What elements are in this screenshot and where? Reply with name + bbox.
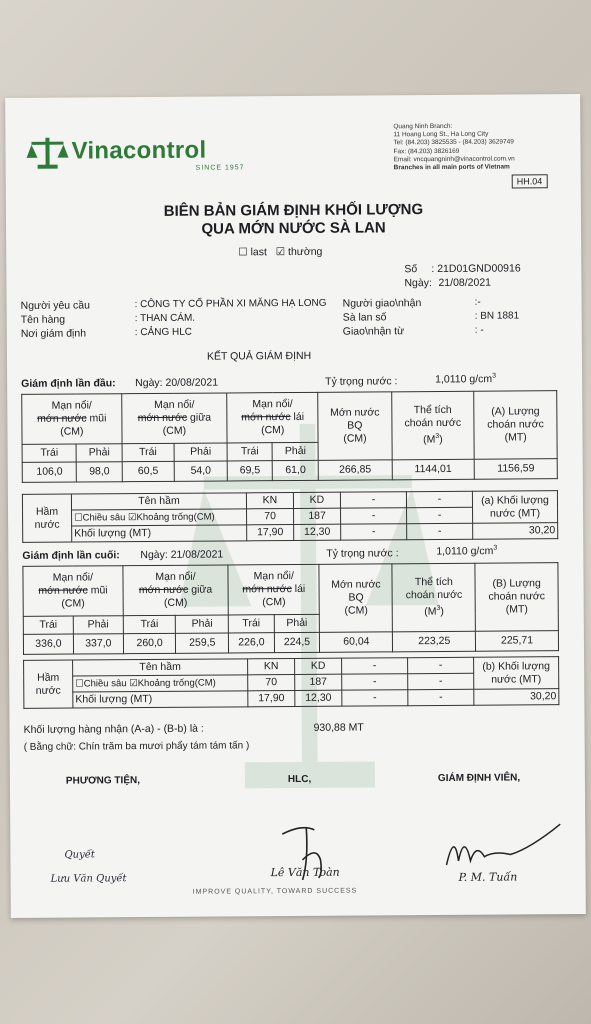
- branch-line: Fax: (84.203) 3826169: [393, 147, 460, 155]
- location-label: Nơi giám định: [20, 327, 87, 340]
- sig-heading-inspector: GIÁM ĐỊNH VIÊN,: [437, 772, 521, 785]
- water-a-head: [472, 491, 557, 524]
- first-inspection-date: Ngày: 20/08/2021: [135, 376, 219, 390]
- title-line-2: QUA MỚN NƯỚC SÀ LAN: [201, 219, 386, 238]
- h-text: giữa: [188, 583, 213, 596]
- h-sup: 3: [436, 605, 441, 613]
- doc-date-value: 21/08/2021: [438, 276, 492, 289]
- cell: 17,90: [248, 691, 295, 707]
- sig-vessel-name-1: Quyết: [64, 849, 95, 861]
- head-bq: [319, 564, 393, 633]
- head-volume: [391, 391, 474, 460]
- barge-label: Sà lan số: [342, 311, 387, 324]
- cell: 54,0: [174, 461, 227, 481]
- h-text: (M: [423, 433, 436, 446]
- cell: 98,0: [77, 462, 122, 482]
- ham-label: [22, 494, 71, 542]
- cell: -: [408, 657, 474, 673]
- sig-vessel-name-2: Lưu Văn Quyết: [50, 873, 127, 885]
- col-trai: Trái: [23, 616, 73, 634]
- cell: 12,30: [294, 524, 341, 540]
- doc-date-label: Ngày:: [404, 277, 432, 290]
- branch-line: 11 Hoang Long St., Ha Long City: [393, 130, 489, 139]
- cell: -: [341, 524, 407, 540]
- h-text: giữa: [187, 411, 212, 424]
- head-giua: [122, 393, 228, 444]
- logo-text: Vinacontrol: [71, 136, 207, 165]
- water-a-value: 30,20: [473, 523, 558, 540]
- mass-label: Khối lượng (MT): [73, 691, 248, 708]
- h-text: (CM): [162, 424, 187, 437]
- h-text: [125, 583, 225, 597]
- last-checkbox[interactable]: ☐: [238, 246, 248, 259]
- head-displacement-a: [474, 391, 557, 460]
- h-text: Mớn nước: [331, 578, 381, 591]
- sig-heading-hlc: HLC,: [287, 773, 312, 786]
- deliverer-label: Người giao\nhận: [342, 297, 422, 310]
- thuong-label: thường: [287, 245, 323, 259]
- h-text: BQ: [347, 419, 363, 432]
- h-text: (CM): [163, 596, 188, 609]
- h-text: mũi: [87, 584, 108, 597]
- logo-since: SINCE 1957: [195, 164, 245, 172]
- h-text: (B) Lượng: [492, 577, 541, 590]
- h-text: nước: [35, 684, 61, 697]
- h-strike: mớn nước: [137, 411, 188, 425]
- h-text: (MT): [505, 603, 528, 616]
- h-text: ): [440, 605, 444, 618]
- inspection-document: [5, 94, 586, 918]
- deliverer-value: :-: [474, 296, 481, 308]
- h-text: (CM): [61, 597, 85, 610]
- h-strike: mớn nước: [138, 583, 189, 597]
- h-text: mũi: [86, 412, 107, 425]
- barge-value: : BN 1881: [474, 310, 520, 322]
- col-phai: Phải: [176, 615, 229, 633]
- last-label: last: [250, 246, 267, 259]
- h-text: [24, 412, 119, 426]
- h-strike: mớn nước: [37, 412, 87, 425]
- h-text: choán nước: [488, 590, 546, 603]
- h-text: nước: [34, 518, 60, 531]
- h-text: ): [439, 433, 443, 446]
- cell: 223,25: [393, 631, 476, 652]
- h-text: Thể tích: [414, 576, 453, 589]
- col-phai: Phải: [73, 616, 123, 634]
- cell: 69,5: [227, 461, 272, 481]
- col-trai: Trái: [122, 443, 174, 461]
- h-text: nước (MT): [489, 506, 541, 520]
- cell: 260,0: [123, 633, 176, 653]
- net-mass-value: 930,88 MT: [313, 721, 364, 734]
- col-phai: Phải: [274, 614, 320, 632]
- col-phai: Phải: [272, 442, 318, 460]
- h-text: nước (MT): [491, 672, 542, 686]
- head-mui: [23, 566, 123, 617]
- hlc-signature-name: Lê Văn Toàn: [270, 865, 340, 880]
- h-text: [229, 411, 315, 425]
- ham-label: [24, 660, 73, 708]
- goods-label: Tên hàng: [20, 313, 66, 326]
- last-density-value: [436, 545, 497, 558]
- form-code: HH.04: [512, 174, 548, 188]
- requester-label: Người yêu cầu: [20, 299, 91, 312]
- h-text: Mớn nước: [330, 406, 380, 419]
- h-strike: mớn nước: [241, 411, 291, 424]
- h-text: Mạn nổi/: [52, 571, 94, 584]
- head-bq: [318, 392, 392, 461]
- cell: 224,5: [274, 632, 320, 652]
- vinacontrol-logo-icon: [25, 134, 69, 170]
- h-text: (a) Khối lượng: [481, 493, 549, 507]
- last-inspection-date: Ngày: 21/08/2021: [140, 548, 224, 562]
- location-value: : CẢNG HLC: [134, 326, 193, 339]
- cell: -: [407, 523, 473, 539]
- branch-line: Branches in all main ports of Vietnam: [393, 163, 510, 172]
- h-text: Mạn nổi/: [253, 570, 294, 583]
- branch-line: Tel: (84.203) 3825535 - (84.203) 3629749: [393, 138, 514, 147]
- report-type-options: [238, 246, 322, 259]
- head-volume: [392, 563, 475, 632]
- cell: 61,0: [272, 460, 318, 480]
- h-text: (A) Lượng: [491, 405, 540, 418]
- col-phai: Phải: [77, 444, 122, 462]
- cell: 187: [295, 674, 342, 690]
- col-trai: Trái: [228, 615, 274, 633]
- col-trai: Trái: [22, 444, 77, 462]
- last-inspection-label: Giám định lần cuối:: [22, 549, 120, 562]
- h-text: (CM): [344, 604, 368, 617]
- cell: 70: [248, 675, 295, 691]
- first-density-number: 1,0110 g/cm: [435, 373, 493, 386]
- h-text: choán nước: [405, 589, 463, 602]
- net-mass-words: ( Bằng chữ: Chín trăm ba mươi phẩy tám tám tấn ): [23, 740, 250, 753]
- title-line-1: BIÊN BẢN GIÁM ĐỊNH KHỐI LƯỢNG: [163, 201, 424, 220]
- h-text: Mạn nổi/: [252, 398, 293, 411]
- kn-head: KN: [248, 659, 295, 675]
- cell: 336,0: [23, 634, 73, 654]
- first-density-label: Tỷ trọng nước :: [325, 375, 398, 388]
- first-draft-table: [21, 390, 558, 483]
- head-lai: [227, 392, 319, 443]
- depth-option: ☐Chiều sâu ☑Khoảng trống(CM): [72, 509, 247, 526]
- last-density-number: 1,0110 g/cm: [436, 545, 494, 558]
- first-density-value: [435, 373, 496, 386]
- cell: 70: [247, 509, 294, 525]
- cell: 259,5: [176, 633, 229, 653]
- mass-label: Khối lượng (MT): [72, 525, 247, 542]
- head-lai: [228, 564, 320, 615]
- kd-head: KD: [293, 492, 340, 508]
- doc-number-label: Số: [404, 263, 418, 276]
- cell: 226,0: [229, 633, 275, 653]
- cell: 106,0: [22, 462, 77, 482]
- cell: -: [342, 674, 408, 690]
- cell: -: [341, 508, 407, 524]
- branch-info: [393, 122, 514, 172]
- h-text: (CM): [262, 596, 286, 609]
- h-text: Hầm: [37, 671, 60, 684]
- cell: 12,30: [295, 690, 342, 706]
- from-value: : -: [474, 324, 484, 336]
- cell: -: [342, 658, 408, 674]
- cell: 1144,01: [392, 459, 475, 480]
- head-giua: [123, 565, 229, 616]
- cell: 187: [294, 508, 341, 524]
- cell: -: [340, 492, 406, 508]
- cell: -: [407, 507, 473, 523]
- branch-line: Email: vncquangninh@vinacontrol.com.vn: [393, 155, 515, 164]
- last-density-sup: 3: [493, 544, 498, 552]
- col-trai: Trái: [227, 443, 272, 461]
- head-mui: [22, 394, 122, 445]
- h-text: [394, 430, 472, 447]
- cell: -: [406, 491, 472, 507]
- h-text: Hầm: [35, 505, 59, 518]
- water-b-head: [474, 657, 559, 690]
- hlc-signature-icon: [272, 819, 392, 890]
- h-text: Mạn nổi/: [155, 570, 196, 583]
- last-draft-table: [22, 562, 559, 655]
- branch-line: Quang Ninh Branch:: [393, 122, 453, 131]
- h-text: (b) Khối lượng: [482, 659, 550, 673]
- h-text: BQ: [348, 591, 364, 604]
- cell: 225,71: [476, 631, 559, 652]
- h-text: (MT): [504, 431, 527, 444]
- result-heading: KẾT QUẢ GIÁM ĐỊNH: [206, 349, 312, 363]
- h-text: [124, 411, 224, 425]
- kd-head: KD: [295, 658, 342, 674]
- h-text: lái: [290, 410, 305, 424]
- h-text: lái: [291, 582, 306, 596]
- requester-value: : CÔNG TY CỔ PHẦN XI MĂNG HẠ LONG: [134, 297, 327, 311]
- h-text: (CM): [261, 424, 285, 437]
- depth-option: ☐Chiều sâu ☑Khoảng trống(CM): [73, 675, 248, 692]
- last-density-label: Tỷ trọng nước :: [326, 547, 399, 560]
- first-inspection-label: Giám định lần đầu:: [21, 377, 116, 390]
- h-text: choán nước: [487, 418, 544, 431]
- doc-number-value: : 21D01GND00916: [431, 262, 521, 276]
- h-text: (CM): [343, 432, 367, 445]
- goods-value: : THAN CÁM.: [134, 312, 196, 325]
- h-text: Mạn nổi/: [51, 399, 92, 412]
- first-density-sup: 3: [492, 372, 497, 380]
- h-strike: mớn nước: [38, 584, 88, 597]
- h-text: Thể tích: [413, 404, 452, 417]
- cell: -: [342, 690, 408, 706]
- h-text: [26, 584, 121, 598]
- h-strike: mớn nước: [242, 583, 292, 596]
- h-text: Mạn nổi/: [154, 398, 195, 411]
- h-text: [395, 602, 473, 619]
- net-mass-label: Khối lượng hàng nhận (A-a) - (B-b) là :: [23, 722, 204, 736]
- thuong-checkbox[interactable]: ☑: [275, 246, 286, 259]
- ham-name-head: Tên hầm: [73, 659, 248, 676]
- slogan: IMPROVE QUALITY, TOWARD SUCCESS: [192, 887, 358, 896]
- h-text: (M: [424, 605, 437, 618]
- h-text: [231, 583, 317, 597]
- col-trai: Trái: [123, 615, 176, 633]
- cell: 17,90: [247, 525, 294, 541]
- sig-heading-vessel: PHƯƠNG TIỆN,: [65, 775, 141, 787]
- cell: -: [408, 689, 474, 705]
- cell: 337,0: [73, 634, 123, 654]
- water-b-value: 30,20: [474, 689, 559, 706]
- h-text: choán nước: [404, 417, 462, 430]
- head-displacement-b: [475, 563, 558, 632]
- h-text: (CM): [60, 425, 84, 438]
- cell: 266,85: [319, 460, 392, 481]
- cell: 60,5: [122, 461, 174, 481]
- kn-head: KN: [246, 493, 293, 509]
- col-phai: Phải: [174, 443, 227, 461]
- inspector-signature-name: P. M. Tuấn: [458, 870, 518, 884]
- from-label: Giao\nhận từ: [342, 325, 405, 338]
- ham-name-head: Tên hầm: [71, 493, 246, 510]
- cell: 1156,59: [474, 459, 557, 480]
- last-ballast-table: [23, 656, 559, 709]
- h-sup: 3: [435, 433, 440, 441]
- cell: 60,04: [320, 632, 393, 653]
- cell: -: [408, 673, 474, 689]
- first-ballast-table: [22, 490, 558, 543]
